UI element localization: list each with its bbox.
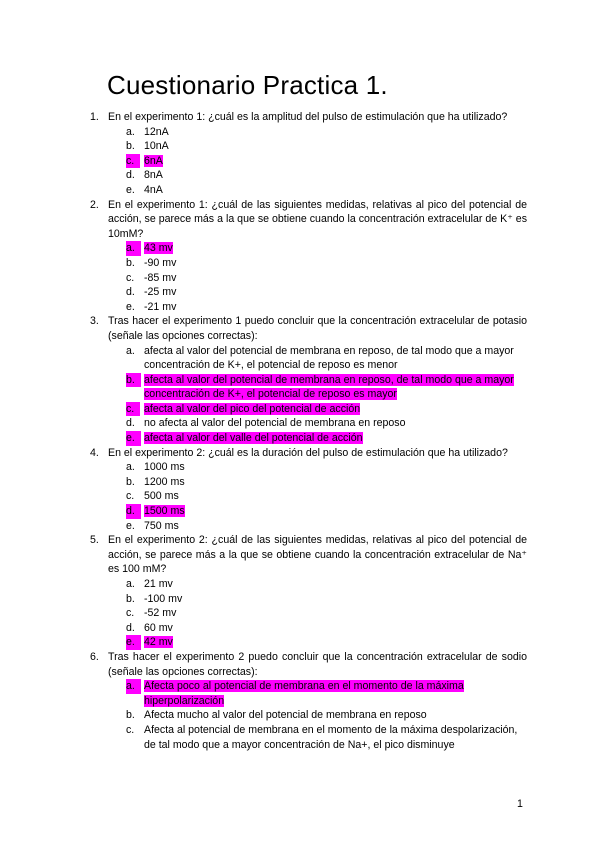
- question-number: 4.: [90, 446, 99, 459]
- option-text: -21 mv: [144, 300, 177, 313]
- option-text: 6nA: [144, 154, 163, 167]
- answer-option: [0, 344, 600, 373]
- answer-option-highlighted: [0, 402, 600, 417]
- option-text: -85 mv: [144, 271, 177, 284]
- question-number: 5.: [90, 534, 99, 547]
- answer-option-highlighted: [0, 241, 600, 256]
- option-text: afecta al valor del valle del potencial de acción: [144, 432, 363, 445]
- question-text: En el experimento 2: ¿cuál de las siguientes medidas, relativas al pico del potencial de acción, se parece más a la que se obtiene cuando la concentración extracelular de Na⁺ es 100 mM?: [108, 534, 527, 576]
- option-text: 1500 ms: [144, 505, 185, 518]
- question-3: [0, 314, 600, 343]
- answer-option: [0, 592, 600, 607]
- option-text: -25 mv: [144, 286, 177, 299]
- answer-option: [0, 256, 600, 271]
- option-text: Afecta poco al potencial de membrana en el momento de la máxima hiperpolarización: [144, 680, 464, 707]
- option-letter: c.: [126, 271, 135, 284]
- question-2: [0, 198, 600, 242]
- answer-option: [0, 708, 600, 723]
- option-letter: d.: [126, 169, 135, 182]
- option-letter: a.: [126, 578, 135, 590]
- answer-option: [0, 168, 600, 183]
- option-text: 1200 ms: [144, 475, 185, 488]
- option-text: no afecta al valor del potencial de membrana en reposo: [144, 417, 406, 430]
- option-letter: b.: [126, 475, 135, 488]
- answer-option: [0, 606, 600, 621]
- question-5: [0, 533, 600, 577]
- option-text: afecta al valor del potencial de membrana en reposo, de tal modo que a mayor concentración de K+, el potencial de reposo es mayor: [144, 373, 514, 401]
- answer-option: [0, 416, 600, 431]
- option-letter: e.: [126, 635, 141, 650]
- question-text: En el experimento 2: ¿cuál es la duración del pulso de estimulación que ha utilizado?: [108, 446, 508, 459]
- option-letter: b.: [126, 140, 135, 153]
- answer-option: [0, 460, 600, 475]
- option-text: 1000 ms: [144, 461, 185, 474]
- answer-option: [0, 723, 600, 752]
- option-text: 10nA: [144, 140, 169, 153]
- question-1: [0, 110, 600, 125]
- question-text: Tras hacer el experimento 1 puedo concluir que la concentración extracelular de potasio (señale las opciones correctas):: [108, 315, 527, 342]
- answer-option: [0, 125, 600, 140]
- question-text: En el experimento 1: ¿cuál es la amplitud del pulso de estimulación que ha utilizado?: [108, 111, 508, 123]
- answer-option-highlighted: [0, 431, 600, 446]
- answer-option-highlighted: [0, 154, 600, 169]
- answer-option: [0, 139, 600, 154]
- option-letter: e.: [126, 300, 135, 313]
- option-text: 43 mv: [144, 242, 173, 255]
- question-number: 2.: [90, 198, 99, 211]
- option-letter: d.: [126, 286, 135, 299]
- option-text: -100 mv: [144, 592, 183, 605]
- answer-option: [0, 475, 600, 490]
- option-text: -52 mv: [144, 607, 177, 620]
- answer-option-highlighted: [0, 679, 600, 708]
- question-number: 6.: [90, 650, 99, 663]
- option-text: 8nA: [144, 169, 163, 182]
- option-letter: b.: [126, 709, 135, 722]
- option-text: Afecta al potencial de membrana en el momento de la máxima despolarización, de tal modo que a mayor concentración de Na+, el pico disminuye: [144, 723, 518, 751]
- answer-option-highlighted: [0, 635, 600, 650]
- option-letter: c.: [126, 154, 140, 169]
- page-title: Cuestionario Practica 1.: [107, 70, 388, 100]
- answer-option: [0, 300, 600, 315]
- option-letter: e.: [126, 431, 141, 446]
- option-letter: c.: [126, 723, 135, 736]
- question-text: Tras hacer el experimento 2 puedo concluir que la concentración extracelular de sodio (señale las opciones correctas):: [108, 650, 527, 678]
- option-letter: e.: [126, 183, 135, 196]
- option-letter: b.: [126, 592, 135, 605]
- answer-option: [0, 577, 600, 592]
- answer-option: [0, 519, 600, 534]
- option-text: 60 mv: [144, 621, 173, 634]
- option-text: afecta al valor del pico del potencial de acción: [144, 402, 361, 415]
- question-text: En el experimento 1: ¿cuál de las siguientes medidas, relativas al pico del potencial de acción, se parece más a la que se obtiene cuando la concentración extracelular de K⁺ es 10mM?: [108, 198, 527, 240]
- option-letter: e.: [126, 519, 135, 532]
- option-text: 750 ms: [144, 519, 179, 532]
- answer-option: [0, 271, 600, 286]
- option-letter: a.: [126, 241, 141, 256]
- option-text: -90 mv: [144, 256, 177, 269]
- answer-option: [0, 489, 600, 504]
- question-4: [0, 446, 600, 461]
- answer-option: [0, 183, 600, 198]
- option-letter: b.: [126, 256, 135, 269]
- option-letter: d.: [126, 504, 141, 519]
- option-letter: c.: [126, 607, 135, 620]
- answer-option-highlighted: [0, 504, 600, 519]
- option-letter: c.: [126, 490, 135, 503]
- option-text: Afecta mucho al valor del potencial de membrana en reposo: [144, 709, 427, 722]
- option-letter: d.: [126, 621, 135, 634]
- option-letter: b.: [126, 373, 141, 388]
- option-letter: d.: [126, 417, 135, 430]
- option-letter: a.: [126, 344, 135, 357]
- option-letter: a.: [126, 125, 135, 138]
- question-number: 1.: [90, 111, 99, 123]
- answer-option: [0, 285, 600, 300]
- option-text: 12nA: [144, 125, 169, 138]
- question-6: [0, 650, 600, 679]
- option-letter: a.: [126, 461, 135, 474]
- page-number: 1: [517, 798, 523, 810]
- option-letter: a.: [126, 679, 141, 694]
- questionnaire: [0, 110, 600, 752]
- option-text: 4nA: [144, 183, 163, 196]
- option-text: afecta al valor del potencial de membrana en reposo, de tal modo que a mayor concentración de K+, el potencial de reposo es menor: [144, 344, 514, 372]
- option-letter: c.: [126, 402, 140, 417]
- option-text: 500 ms: [144, 490, 179, 503]
- option-text: 42 mv: [144, 636, 173, 649]
- answer-option: [0, 621, 600, 636]
- option-text: 21 mv: [144, 578, 173, 590]
- question-number: 3.: [90, 315, 99, 328]
- answer-option-highlighted: [0, 373, 600, 402]
